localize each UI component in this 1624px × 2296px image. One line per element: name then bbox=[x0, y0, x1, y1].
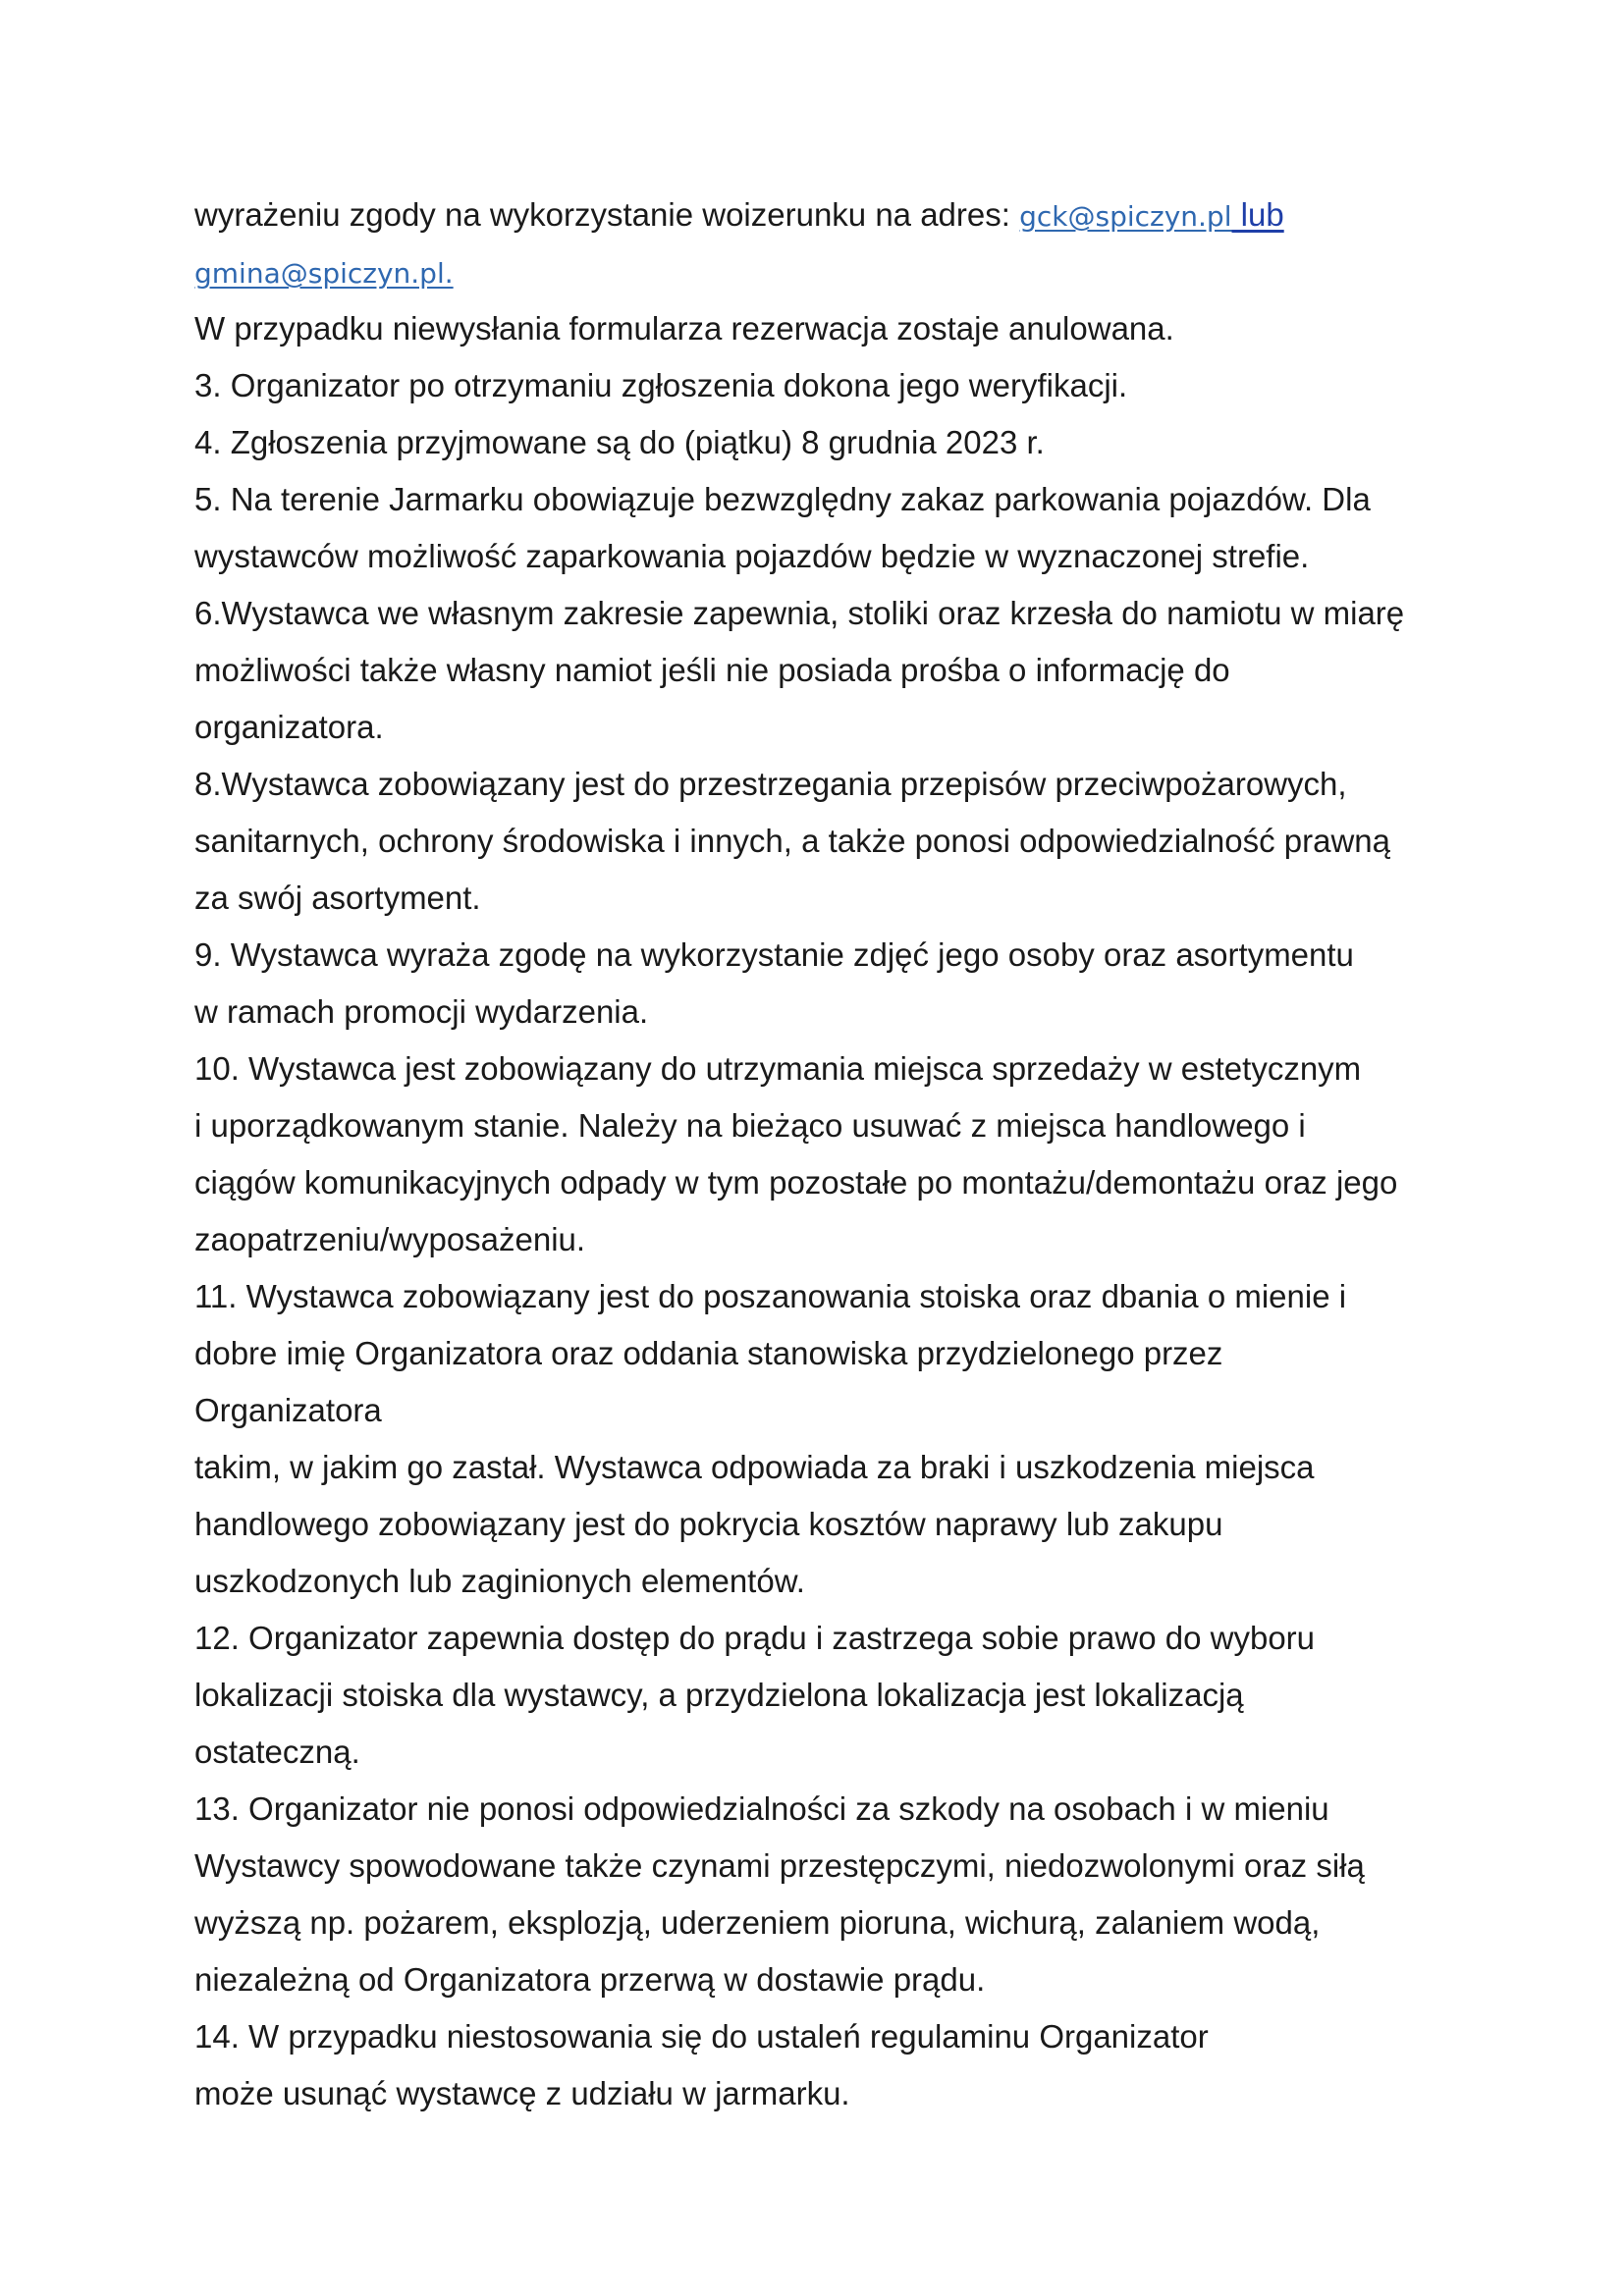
text-line: może usunąć wystawcę z udziału w jarmarku. bbox=[194, 2075, 850, 2111]
text-line: sanitarnych, ochrony środowiska i innych, a także ponosi odpowiedzialność prawną bbox=[194, 823, 1391, 859]
text-line: uszkodzonych lub zaginionych elementów. bbox=[194, 1563, 805, 1599]
text-line: organizatora. bbox=[194, 709, 384, 745]
text-line: zaopatrzeniu/wyposażeniu. bbox=[194, 1221, 586, 1257]
text-line: dobre imię Organizatora oraz oddania stanowiska przydzielonego przez bbox=[194, 1335, 1223, 1371]
regulations-text bbox=[194, 187, 1461, 2122]
text-line: wyższą np. pożarem, eksplozją, uderzeniem pioruna, wichurą, zalaniem wodą, bbox=[194, 1904, 1321, 1941]
text-line: 8.Wystawca zobowiązany jest do przestrzegania przepisów przeciwpożarowych, bbox=[194, 766, 1347, 802]
text-line: Wystawcy spowodowane także czynami przestępczymi, niedozwolonymi oraz siłą bbox=[194, 1847, 1365, 1884]
text-line: 9. Wystawca wyraża zgodę na wykorzystanie zdjęć jego osoby oraz asortymentu bbox=[194, 936, 1354, 973]
email-link-gck[interactable]: gck@spiczyn.pl bbox=[1019, 200, 1232, 233]
email-link-connector[interactable]: lub bbox=[1231, 196, 1284, 233]
text-line: handlowego zobowiązany jest do pokrycia kosztów naprawy lub zakupu bbox=[194, 1506, 1223, 1542]
text-line: ostateczną. bbox=[194, 1734, 360, 1770]
text-line: W przypadku niewysłania formularza rezerwacja zostaje anulowana. bbox=[194, 310, 1174, 347]
text-line: Organizatora bbox=[194, 1392, 382, 1428]
text-line: możliwości także własny namiot jeśli nie posiada prośba o informację do bbox=[194, 652, 1230, 688]
email-link-gmina[interactable]: gmina@spiczyn.pl. bbox=[194, 257, 454, 290]
text-line: lokalizacji stoiska dla wystawcy, a przydzielona lokalizacja jest lokalizacją bbox=[194, 1677, 1244, 1713]
text-line: 10. Wystawca jest zobowiązany do utrzymania miejsca sprzedaży w estetycznym bbox=[194, 1050, 1362, 1087]
intro-line bbox=[194, 187, 1461, 243]
text-line: 6.Wystawca we własnym zakresie zapewnia, stoliki oraz krzesła do namiotu w miarę bbox=[194, 595, 1405, 631]
text-line: w ramach promocji wydarzenia. bbox=[194, 993, 649, 1030]
text-line: i uporządkowanym stanie. Należy na bieżąco usuwać z miejsca handlowego i bbox=[194, 1107, 1306, 1144]
text-line: 14. W przypadku niestosowania się do ustaleń regulaminu Organizator bbox=[194, 2018, 1209, 2055]
text-line: 13. Organizator nie ponosi odpowiedzialności za szkody na osobach i w mieniu bbox=[194, 1790, 1329, 1827]
text-line: 11. Wystawca zobowiązany jest do poszanowania stoiska oraz dbania o mienie i bbox=[194, 1278, 1347, 1314]
intro-text: wyrażeniu zgody na wykorzystanie woizerunku na adres: bbox=[194, 196, 1020, 233]
text-line: 12. Organizator zapewnia dostęp do prądu i zastrzega sobie prawo do wyboru bbox=[194, 1620, 1316, 1656]
text-line: 4. Zgłoszenia przyjmowane są do (piątku) 8 grudnia 2023 r. bbox=[194, 424, 1045, 460]
text-line: za swój asortyment. bbox=[194, 880, 481, 916]
text-line: ciągów komunikacyjnych odpady w tym pozostałe po montażu/demontażu oraz jego bbox=[194, 1164, 1398, 1201]
text-line: 3. Organizator po otrzymaniu zgłoszenia dokona jego weryfikacji. bbox=[194, 367, 1128, 403]
text-line: 5. Na terenie Jarmarku obowiązuje bezwzględny zakaz parkowania pojazdów. Dla bbox=[194, 481, 1371, 517]
text-line: niezależną od Organizatora przerwą w dostawie prądu. bbox=[194, 1961, 986, 1998]
text-line: takim, w jakim go zastał. Wystawca odpowiada za braki i uszkodzenia miejsca bbox=[194, 1449, 1315, 1485]
text-line: wystawców możliwość zaparkowania pojazdów będzie w wyznaczonej strefie. bbox=[194, 538, 1310, 574]
email-line bbox=[194, 243, 1461, 300]
